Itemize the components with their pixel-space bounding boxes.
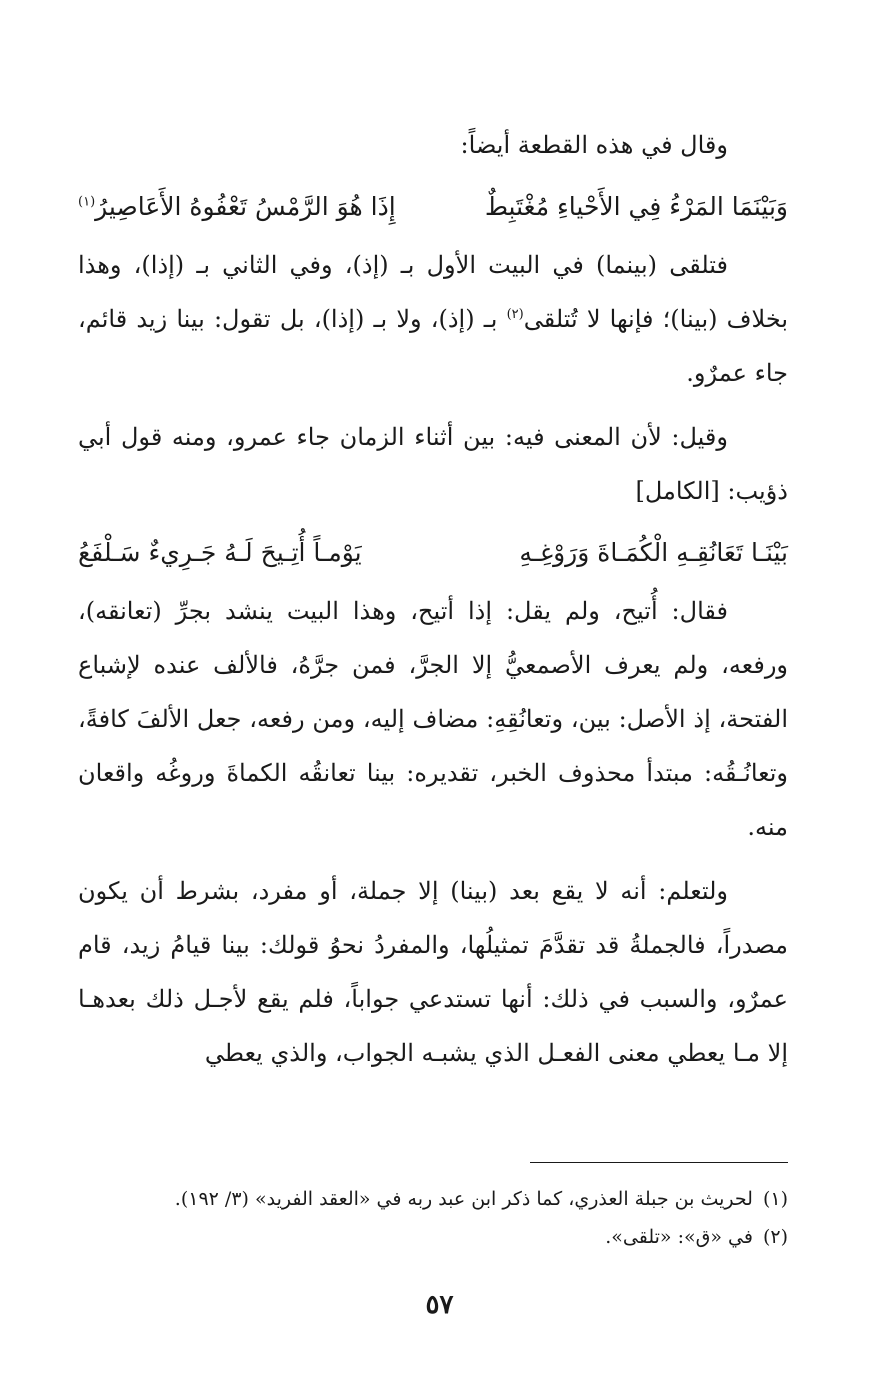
verse-1-left-hemistich — [78, 178, 396, 236]
footnote-marker-2: (٢) — [506, 307, 524, 322]
footnote-2-text: في «ق»: «تلقى». — [605, 1226, 753, 1248]
paragraph-1-part1: فتلقى (بينما) في البيت الأول بـ (إذ)، وفي الثاني بـ (إذا)، وهذا بخلاف (بينا)؛ فإنها لا تُتلقى — [78, 251, 789, 333]
footnote-1 — [78, 1180, 788, 1218]
verse-1-left-text: إِذَا هُوَ الرَّمْسُ تَعْفُوهُ الأَعَاصِيرُ — [95, 192, 396, 221]
verse-2 — [78, 524, 788, 584]
footnotes — [78, 1180, 788, 1256]
intro-line: وقال في هذه القطعة أيضاً: — [460, 131, 728, 159]
footnote-1-number: (١) — [762, 1188, 788, 1210]
footnote-separator — [530, 1162, 788, 1163]
paragraph-2: وقيل: لأن المعنى فيه: بين أثناء الزمان جاء عمرو، ومنه قول أبي ذؤيب: [الكامل] — [78, 423, 788, 505]
footnote-marker-1: (١) — [78, 194, 96, 210]
verse-1-right-hemistich: وَبَيْنَمَا المَرْءُ فِي الأَحْياءِ مُغْتَبِطٌ — [484, 192, 788, 221]
verse-2-left-hemistich: يَوْمـاً أُتِـيحَ لَـهُ جَـرِيءٌ سَـلْفَعُ — [78, 538, 362, 567]
verse-1 — [78, 178, 788, 238]
verse-2-right-hemistich: بَيْنَـا تَعَانُقِـهِ الْكُمَـاةَ وَرَوْغِـهِ — [519, 538, 788, 567]
footnote-1-text: لحريث بن جبلة العذري، كما ذكر ابن عبد ربه في «العقد الفريد» (٣/ ١٩٢). — [174, 1188, 753, 1210]
footnote-2 — [78, 1218, 788, 1256]
paragraph-3: فقال: أُتيح، ولم يقل: إذا أتيح، وهذا البيت ينشد بجرِّ (تعانقه)، ورفعه، ولم يعرف الأصمعيُّ إلا الجرَّ، فمن جرَّهُ، فالألف عنده لإشباع الفتحة، إذ الأصل: بين، وتعانُقِهِ: مضاف إليه، ومن رفعه، جعل الألفَ كافةً، وتعانُـقُه: مبتدأ محذوف الخبر، تقديره: بينا تعانقُه الكماةَ وروغُه واقعان منه. — [78, 597, 788, 841]
footnote-2-number: (٢) — [762, 1226, 788, 1248]
paragraph-1 — [78, 238, 788, 400]
paragraph-1-part2: بـ (إذ)، ولا بـ (إذا)، بل تقول: بينا زيد قائم، جاء عمرٌو. — [78, 305, 788, 387]
page-number: ٥٧ — [425, 1290, 454, 1320]
paragraph-4: ولتعلم: أنه لا يقع بعد (بينا) إلا جملة، أو مفرد، بشرط أن يكون مصدراً، فالجملةُ قد تقدَّمَ تمثيلُها، والمفردُ نحوُ قولك: بينا قيامُ زيد، قام عمرٌو، والسبب في ذلك: أنها تستدعي جواباً، فلم يقع لأجـل ذلك بعدهـا إلا مـا يعطي معنى الفعـل الذي يشبـه الجواب، والذي يعطي — [78, 877, 788, 1067]
page-body — [78, 118, 788, 1080]
